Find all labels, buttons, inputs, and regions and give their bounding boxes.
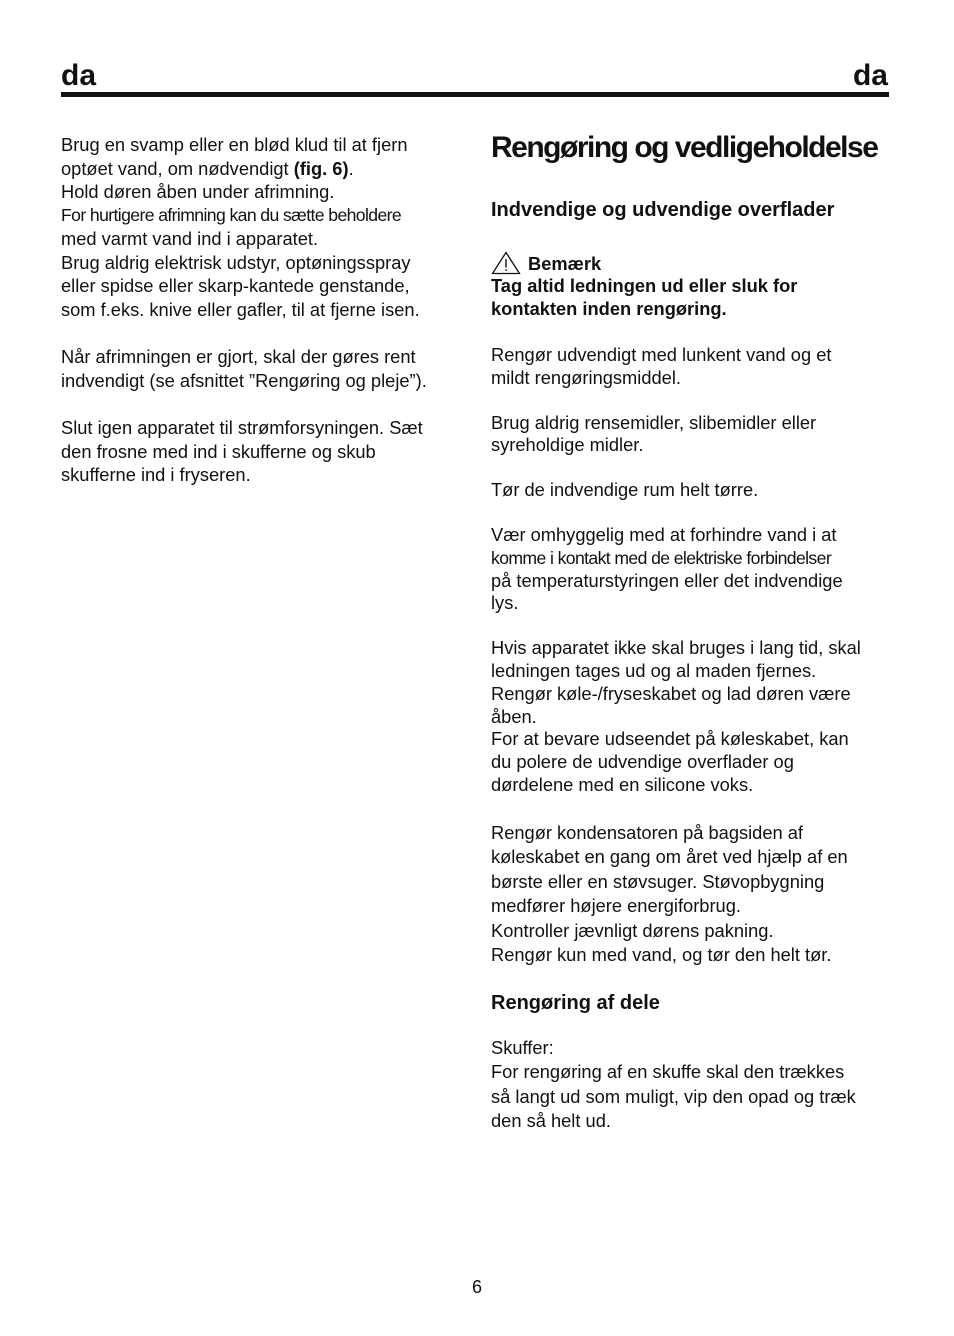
text-line: syreholdige midler.	[491, 434, 644, 456]
text-line: den frosne med ind i skufferne og skub	[61, 440, 376, 462]
language-code-left: da	[61, 59, 97, 92]
text-line: For rengøring af en skuffe skal den trækkes	[491, 1061, 845, 1083]
text-line: indvendigt (se afsnittet ”Rengøring og pleje”).	[61, 369, 427, 391]
text-line: dørdelene med en silicone voks.	[491, 773, 754, 795]
section-title: Rengøring og vedligeholdelse	[491, 131, 878, 164]
text-line: Hold døren åben under afrimning.	[61, 181, 335, 202]
text-line: Brug en svamp eller en blød klud til at fjern	[61, 134, 408, 155]
text-line: eller spidse eller skarp-kantede genstande,	[61, 275, 410, 296]
text-line: For hurtigere afrimning kan du sætte beholdere	[61, 204, 402, 225]
text-line: Hvis apparatet ikke skal bruges i lang tid, skal	[491, 637, 861, 659]
drawer-paragraph	[491, 1036, 896, 1134]
text-line: komme i kontakt med de elektriske forbindelser	[491, 547, 832, 568]
dry-paragraph	[491, 479, 896, 502]
text-line: Brug aldrig rensemidler, slibemidler eller	[491, 411, 817, 433]
warning-triangle-icon	[491, 251, 521, 275]
text-line: Tag altid ledningen ud eller sluk for	[491, 275, 798, 296]
electrical-paragraph	[491, 524, 896, 615]
text-line: den så helt ud.	[491, 1110, 611, 1132]
text-line: du polere de udvendige overflader og	[491, 751, 794, 773]
condenser-paragraph	[491, 821, 896, 968]
text-line: Skuffer:	[491, 1036, 554, 1058]
reconnect-paragraph	[61, 416, 465, 487]
left-column	[61, 133, 465, 511]
text-line: Kontroller jævnligt dørens pakning.	[491, 919, 774, 941]
text-line: Rengør køle-/fryseskabet og lad døren være	[491, 682, 851, 704]
note-label: Bemærk	[528, 253, 602, 274]
exterior-cleaning-paragraph	[491, 344, 896, 390]
abrasives-paragraph	[491, 412, 896, 458]
text-line: Brug aldrig elektrisk udstyr, optøningsspray	[61, 251, 411, 273]
text-line: Når afrimningen er gjort, skal der gøres rent	[61, 346, 416, 367]
page-number: 6	[471, 1277, 482, 1297]
clean-after-defrost-paragraph	[61, 345, 465, 392]
text-line: ledningen tages ud og al maden fjernes.	[491, 659, 817, 681]
text-line: så langt ud som muligt, vip den opad og træk	[491, 1085, 856, 1107]
text-line: kontakten inden rengøring.	[491, 297, 727, 319]
right-column	[491, 126, 896, 1134]
subheading-parts: Rengøring af dele	[491, 991, 660, 1014]
text-line: Vær omhyggelig med at forhindre vand i at	[491, 523, 837, 545]
text-line: Tør de indvendige rum helt tørre.	[491, 479, 759, 501]
text-line: Rengør kondensatoren på bagsiden af	[491, 821, 804, 843]
note-header	[491, 251, 896, 275]
figure-reference: (fig. 6)	[293, 157, 349, 179]
text-line: lys.	[491, 592, 519, 614]
text-line: Rengør udvendigt med lunkent vand og et	[491, 344, 832, 365]
language-code-right: da	[852, 59, 888, 92]
long-storage-paragraph	[491, 637, 896, 797]
text-line: med varmt vand ind i apparatet.	[61, 228, 319, 249]
note-body	[491, 275, 896, 320]
text-line: For at bevare udseendet på køleskabet, kan	[491, 728, 849, 750]
text-line: børste eller en støvsuger. Støvopbygning	[491, 870, 825, 892]
text-line: optøet vand, om nødvendigt (fig. 6).	[61, 157, 354, 179]
text-line: medfører højere energiforbrug.	[491, 895, 741, 917]
text-line: åben.	[491, 705, 537, 727]
text-line: skufferne ind i fryseren.	[61, 464, 251, 485]
defrost-paragraph	[61, 133, 465, 321]
text-line: køleskabet en gang om året ved hjælp af en	[491, 846, 848, 868]
header-rule	[61, 92, 889, 97]
subheading-surfaces: Indvendige og udvendige overflader	[491, 199, 835, 221]
text-line: som f.eks. knive eller gafler, til at fjerne isen.	[61, 298, 420, 320]
text-line: Rengør kun med vand, og tør den helt tør.	[491, 944, 832, 966]
text-line: mildt rengøringsmiddel.	[491, 366, 681, 388]
text-line: på temperaturstyringen eller det indvendige	[491, 569, 843, 591]
text-line: Slut igen apparatet til strømforsyningen. Sæt	[61, 417, 423, 438]
